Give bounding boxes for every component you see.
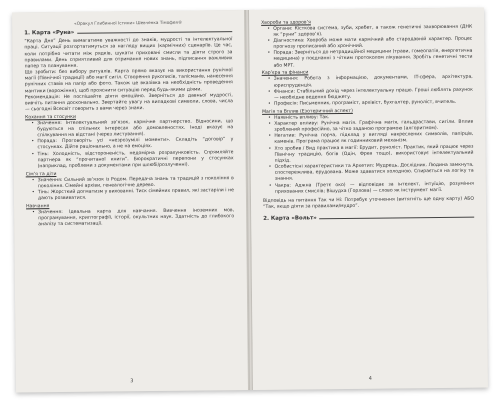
list-item: • Значення: Сильний зв’язок із Родом. Передача знань та традицій з покоління в покоління. Сімейні архіви, генеалогічне дерево. <box>32 176 234 190</box>
list-item: • Тінь: Холодність, відстороненість, недомірна розрахунковість. Спрямляйте партнера як “прочитаної книги”. Бюрократичні перепони у стосунках (наприклад, проблеми з документами при шлюбі/розлученні). <box>31 150 233 171</box>
section-heading-magic: Магія та Вплив (Езотеричний аспект) <box>262 108 353 115</box>
yes-no-answer: Відповідь на питання Так чи Ні: Потребує уточнення (витягніть ще одну карту) АБО “Так, якщо діяти за правилами/мудро”. <box>262 196 475 210</box>
what-to-do-paragraph: Що зробити: без вибору ритуалів. Карта прямо вказує на використання рунічної магії (Північної традиції) або магії сигіл. Створення рукописів, талісманів, нанесення рунічних ставів на папір або фото. Також це вказівка на необхідність проведення мантики (ворожіння), щоб прояснити ситуацію перед будь-якими діями. <box>24 68 233 94</box>
open-booklet <box>12 8 488 393</box>
card-title <box>24 28 232 36</box>
love-list <box>25 119 234 170</box>
health-list <box>261 24 472 69</box>
list-item: • Тінь: Жорсткий догматизм у вихованні. Тиск сімейних правил, які застаріли і не дають розвиватися. <box>32 188 234 202</box>
page-number: 4 <box>368 375 373 382</box>
list-item: • Значення: Інтелектуальний зв’язок, кармічне партнерство. Відносини, що будуються на спільних інтересах або домовленостях. Іноді вказує на спілкування на відстані (через листування). <box>31 119 233 140</box>
list-item: • Хто зробив / Вид практика в магії: Ерудит, руноліст. Практик, який працює через Північну традицію, богів (Одін, Фрея тощо), використовує інтелектуальний підхід. <box>268 144 473 165</box>
list-item: • Чакра: Аджна (Третє око) — відповідає за інтелект, інтуїцію, розуміння прихованих смислів; Вішудха (Горлова) — слово як інструмент магії. <box>269 181 474 195</box>
list-item: • Значення: Робота з інформацією, документами, IT-сфера, архітектура, юриспруденція. <box>268 75 473 89</box>
card-of-day-paragraph: “Карта Дня” День вимагатиме уважності до знаків, мудрості та інтелектуальної праці. Ситуації розгортатимуться за нагляду вищих (кармічних) сценаріїв. Це час, коли потрібно читати між рядків, шукати приховані смисли та діяти строго за правилами. День сприятливий для отримання нових знань, підписання важливих папер та планування. <box>24 37 233 70</box>
list-item: • Наявність впливу: Так. <box>268 114 473 122</box>
list-item: • Характер впливу: Рунічна магія. Графічна магія, гальдрастави, сигіли. Вплив зроблений професійно, за чітко заданою програмою (алгоритмом). <box>268 120 473 134</box>
recommendation-paragraph: Рекомендація: Не поспішайте діяти емоційно. Зверніться до давньої мудрості, вивчіть питання досконально. Звертайте увагу на випадкові символи, слова, числа — сьогодні Всесвіт говорить з вами через знаки. <box>24 92 233 113</box>
list-item: • Порада: Зверніться до нетрадиційної медицини (трави, гомеопатія, енергетична медицина) у поєднанні з чітким протоколом лікування. Зробіть генетичні тести або МРТ. <box>267 49 472 70</box>
career-list <box>262 75 473 108</box>
title-underline <box>77 31 232 34</box>
next-card-title-text: 2. Карта «Вольт» <box>263 215 317 223</box>
section-heading-family: Сім’я та діти <box>25 171 57 177</box>
section-heading-career: Кар’єра та фінанси <box>261 70 309 77</box>
page-number: 3 <box>130 378 134 385</box>
section-heading-health: Хвороби та здоров’я <box>261 19 311 26</box>
list-item: • Особистісні характеристики та Архетип: Мудрець, Дослідник. Людина замкнута, спостережлива, ерудована. Може здаватися холодною. Спирається на логіку та знання. <box>269 163 474 184</box>
list-item: • Порада: Проговоріть усі «незрозумілі моменти». Складіть “договір” у стосунках. Дійте раціонально, а не на емоціях. <box>31 137 233 151</box>
list-item: • Значення: Ідеальна карта для навчання. Вивчення іноземних мов, програмування, криптографії, історії, окультних наук. Здатність до глибокого аналізу та систематизації. <box>32 208 234 229</box>
list-item: • Органи: Кісткова система, зуби, хребет, а також генетичні захворювання (ДНК як “руни” здоров’я). <box>267 24 472 38</box>
title-underline <box>320 217 475 220</box>
study-list <box>26 208 234 229</box>
list-item: • Негатив: Рунічна порча, підклад у вигляді накреслених символів, папірців, каменів. Програма працює як годинниковий механізм. <box>268 132 473 146</box>
list-item: • Фінанси: Стабільний дохід через інтелектуальну працю. Гроші люблять рахунок — необхідне ведення бюджету. <box>268 87 473 101</box>
right-page <box>249 8 488 390</box>
family-list <box>26 176 234 203</box>
magic-list <box>262 114 474 196</box>
section-heading-study: Навчання <box>26 203 50 210</box>
running-header: «Оракул Глибинної Істини» Шевченка Тімофея® <box>74 19 183 26</box>
next-card-title <box>263 214 474 222</box>
list-item: • Професія: Письменник, програміст, архівіст, бухгалтер, руноліст, вчитель. <box>268 100 473 108</box>
left-page <box>12 10 249 392</box>
card-title-text: 1. Карта «Руна» <box>24 29 75 37</box>
section-heading-love: Кохання та стосунки <box>25 114 76 121</box>
list-item: • Діагностика: Хвороба може мати кармічний або стародавній характер. Процес прогнозу прописаний або хронічний. <box>267 37 472 51</box>
